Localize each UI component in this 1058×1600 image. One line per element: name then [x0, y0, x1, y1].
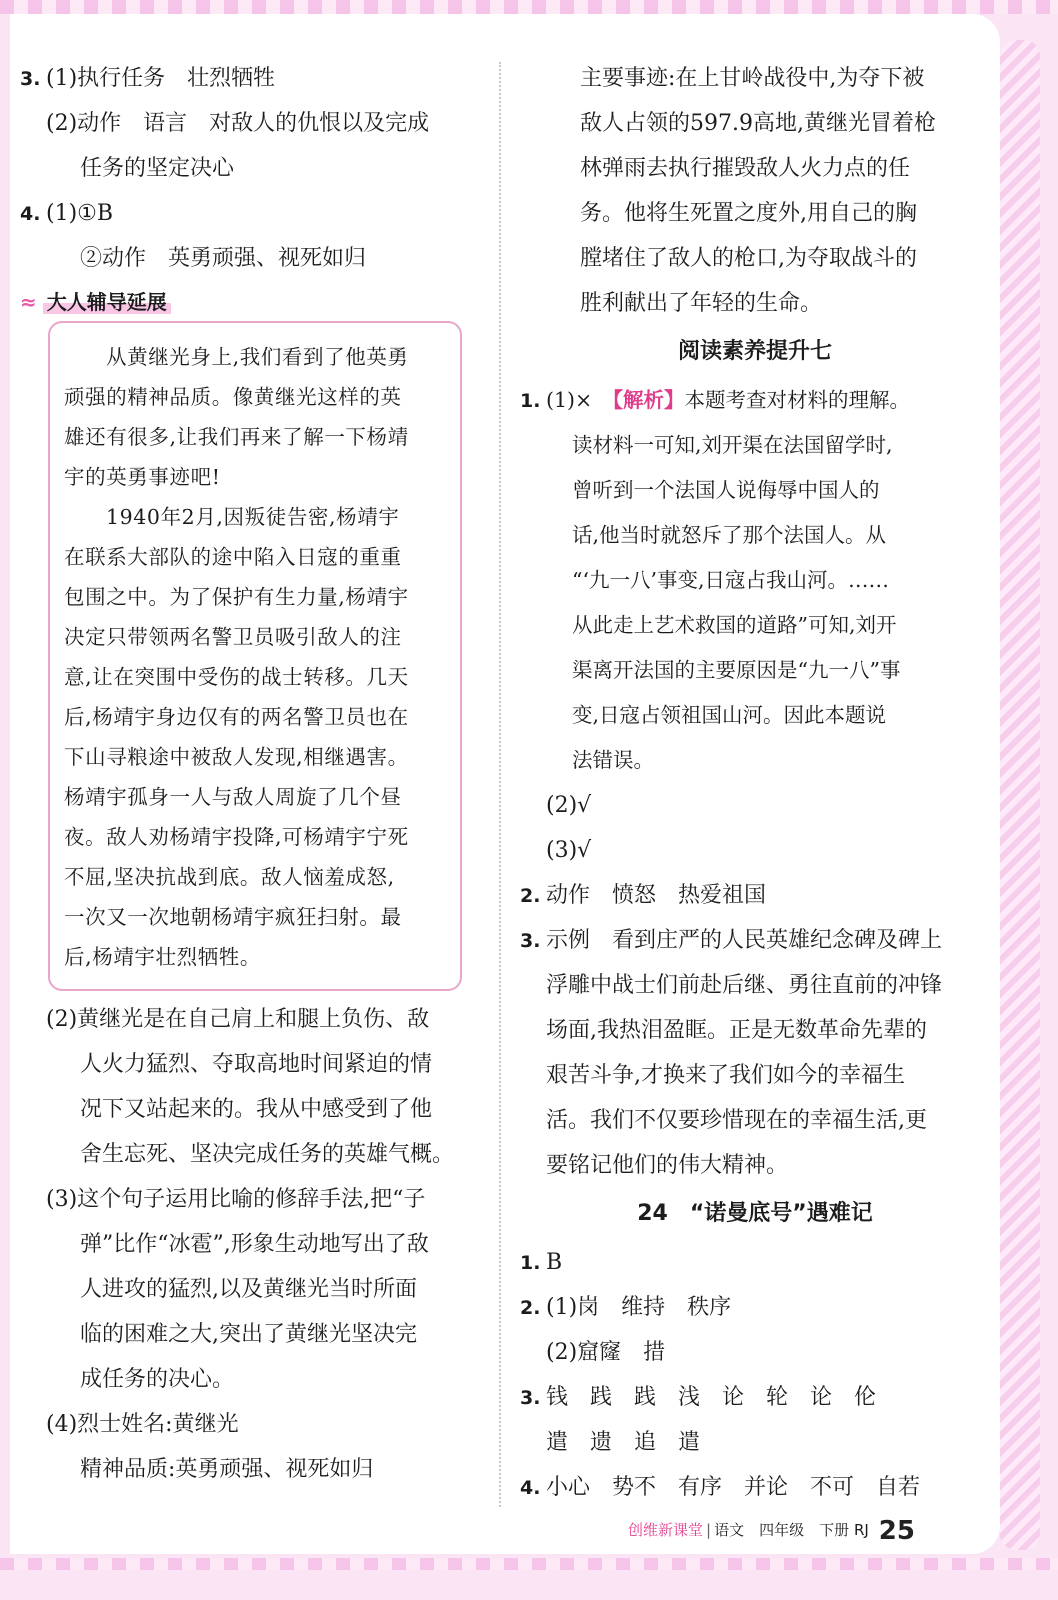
answer-3-line: 要铭记他们的伟大精神。	[546, 1153, 789, 1178]
lesson-answer-2-line2: (2)窟窿 措	[546, 1340, 666, 1365]
deeds-line: 务。他将生死置之度外,用自己的胸	[580, 201, 917, 226]
answer-1-line1: 1. (1)× 【解析】本题考查对材料的理解。	[520, 388, 910, 412]
extension-line: 一次又一次地朝杨靖宇疯狂扫射。最	[64, 905, 402, 929]
answer-3-line: 浮雕中战士们前赴后继、勇往直前的冲锋	[546, 973, 943, 998]
analysis-line: 从此走上艺术救国的道路”可知,刘开	[572, 613, 897, 637]
lesson-answer-2-line1: 2. (1)岗 维持 秩序	[520, 1295, 732, 1320]
lesson-answer-4: 4. 小心 势不 有序 并论 不可 自若	[520, 1475, 921, 1500]
analysis-tag: 【解析】	[612, 388, 685, 412]
extension-line: 决定只带领两名警卫员吸引敌人的注	[64, 625, 402, 649]
column-divider	[499, 62, 501, 1507]
extension-line: 下山寻粮途中被敌人发现,相继遇害。	[64, 745, 409, 769]
answer-3-first: 3. 示例 看到庄严的人民英雄纪念碑及碑上	[520, 928, 943, 953]
extension-line: 后,杨靖宇壮烈牺牲。	[64, 945, 262, 969]
extension-line: 不屈,坚决抗战到底。敌人恼羞成怒,	[64, 865, 395, 889]
answer-p2-line: 人火力猛烈、夺取高地时间紧迫的情	[80, 1052, 433, 1077]
answer-1-sub2: (2)√	[546, 793, 592, 818]
analysis-line: “‘九一八’事变,日寇占我山河。……	[572, 568, 890, 592]
answer-p2-line: (2)黄继光是在自己肩上和腿上负伤、敌	[46, 1007, 430, 1032]
answer-p4-line: 精神品质:英勇顽强、视死如归	[80, 1457, 374, 1482]
answer-p3-line: 临的困难之大,突出了黄继光坚决完	[80, 1322, 417, 1347]
right-column	[520, 56, 990, 1510]
lesson-answer-3-line1: 3. 钱 践 践 浅 论 轮 论 伦	[520, 1385, 877, 1410]
section-title: 阅读素养提升七	[677, 339, 832, 364]
answer-3-line3: 任务的坚定决心	[80, 156, 235, 181]
answer-4-line1: 4. (1)①B	[20, 201, 114, 226]
analysis-line: 曾听到一个法国人说侮辱中国人的	[572, 478, 880, 502]
analysis-line: 读材料一可知,刘开渠在法国留学时,	[572, 433, 893, 457]
analysis-line: 话,他当时就怒斥了那个法国人。从	[572, 523, 887, 547]
answer-1-sub3: (3)√	[546, 838, 592, 863]
extension-line: 顽强的精神品质。像黄继光这样的英	[64, 385, 402, 409]
top-border	[0, 0, 1058, 14]
extension-line: 杨靖宇孤身一人与敌人周旋了几个昼	[64, 785, 402, 809]
extension-line: 意,让在突围中受伤的战士转移。几天	[64, 665, 409, 689]
page-number: 25	[878, 1515, 915, 1546]
deeds-line: 主要事迹:在上甘岭战役中,为夺下被	[580, 66, 925, 91]
analysis-line: 渠离开法国的主要原因是“九一八”事	[572, 658, 901, 682]
right-edge-stripe	[1000, 40, 1040, 1550]
analysis-line: 变,日寇占领祖国山河。因此本题说	[572, 703, 887, 727]
answer-2: 2. 动作 愤怒 热爱祖国	[520, 883, 767, 908]
answer-p3-line: 成任务的决心。	[80, 1367, 235, 1392]
extension-line: 1940年2月,因叛徒告密,杨靖宇	[106, 505, 400, 529]
wave-icon: ≈	[20, 290, 37, 314]
lesson-answer-1: 1. B	[520, 1250, 563, 1275]
deeds-line: 膛堵住了敌人的枪口,为夺取战斗的	[580, 246, 917, 271]
extension-line: 从黄继光身上,我们看到了他英勇	[106, 345, 409, 369]
footer-term: 下册	[819, 1521, 850, 1539]
footer-subject: 语文	[714, 1521, 745, 1539]
lesson-answer-3-line2: 遣 遗 追 遣	[546, 1430, 701, 1455]
answer-3-line: 艰苦斗争,才换来了我们如今的幸福生	[546, 1063, 905, 1088]
answer-3-line: 场面,我热泪盈眶。正是无数革命先辈的	[546, 1018, 927, 1043]
page-footer: 创维新课堂 | 语文 四年级 下册 RJ 25	[628, 1515, 915, 1546]
answer-3-line1: 3. (1)执行任务 壮烈牺牲	[20, 66, 276, 91]
extension-line: 夜。敌人劝杨靖宇投降,可杨靖宇宁死	[64, 825, 409, 849]
analysis-line: 法错误。	[572, 748, 654, 772]
footer-grade: 四年级	[759, 1521, 805, 1539]
deeds-line: 林弹雨去执行摧毁敌人火力点的任	[580, 156, 911, 181]
extension-line: 包围之中。为了保护有生力量,杨靖宇	[64, 585, 409, 609]
answer-p2-line: 舍生忘死、坚决完成任务的英雄气概。	[80, 1142, 455, 1167]
answer-p3-line: 人进攻的猛烈,以及黄继光当时所面	[80, 1277, 417, 1302]
extension-heading: ≈ 大人辅导延展	[20, 283, 480, 321]
bottom-border	[0, 1558, 1058, 1570]
footer-edition: RJ	[853, 1521, 869, 1539]
extension-line: 雄还有很多,让我们再来了解一下杨靖	[64, 425, 409, 449]
answer-3-line2: (2)动作 语言 对敌人的仇恨以及完成	[46, 111, 430, 136]
answer-4-line2: ②动作 英勇顽强、视死如归	[80, 246, 367, 271]
answer-p3-line: 弹”比作“冰雹”,形象生动地写出了敌	[80, 1232, 429, 1257]
brand-name: 创维新课堂	[628, 1521, 704, 1539]
extension-box	[48, 321, 462, 991]
left-column	[20, 56, 480, 1492]
answer-p2-line: 况下又站起来的。我从中感受到了他	[80, 1097, 433, 1122]
extension-line: 在联系大部队的途中陷入日寇的重重	[64, 545, 402, 569]
lesson-title: 24 “诺曼底号”遇难记	[637, 1201, 873, 1226]
answer-3-line: 活。我们不仅要珍惜现在的幸福生活,更	[546, 1108, 927, 1133]
deeds-line: 敌人占领的597.9高地,黄继光冒着枪	[580, 111, 936, 136]
answer-p3-line: (3)这个句子运用比喻的修辞手法,把“子	[46, 1187, 426, 1212]
extension-line: 后,杨靖宇身边仅有的两名警卫员也在	[64, 705, 409, 729]
extension-line: 宇的英勇事迹吧!	[64, 465, 221, 489]
answer-p4-line: (4)烈士姓名:黄继光	[46, 1412, 239, 1437]
deeds-line: 胜利献出了年轻的生命。	[580, 291, 823, 316]
